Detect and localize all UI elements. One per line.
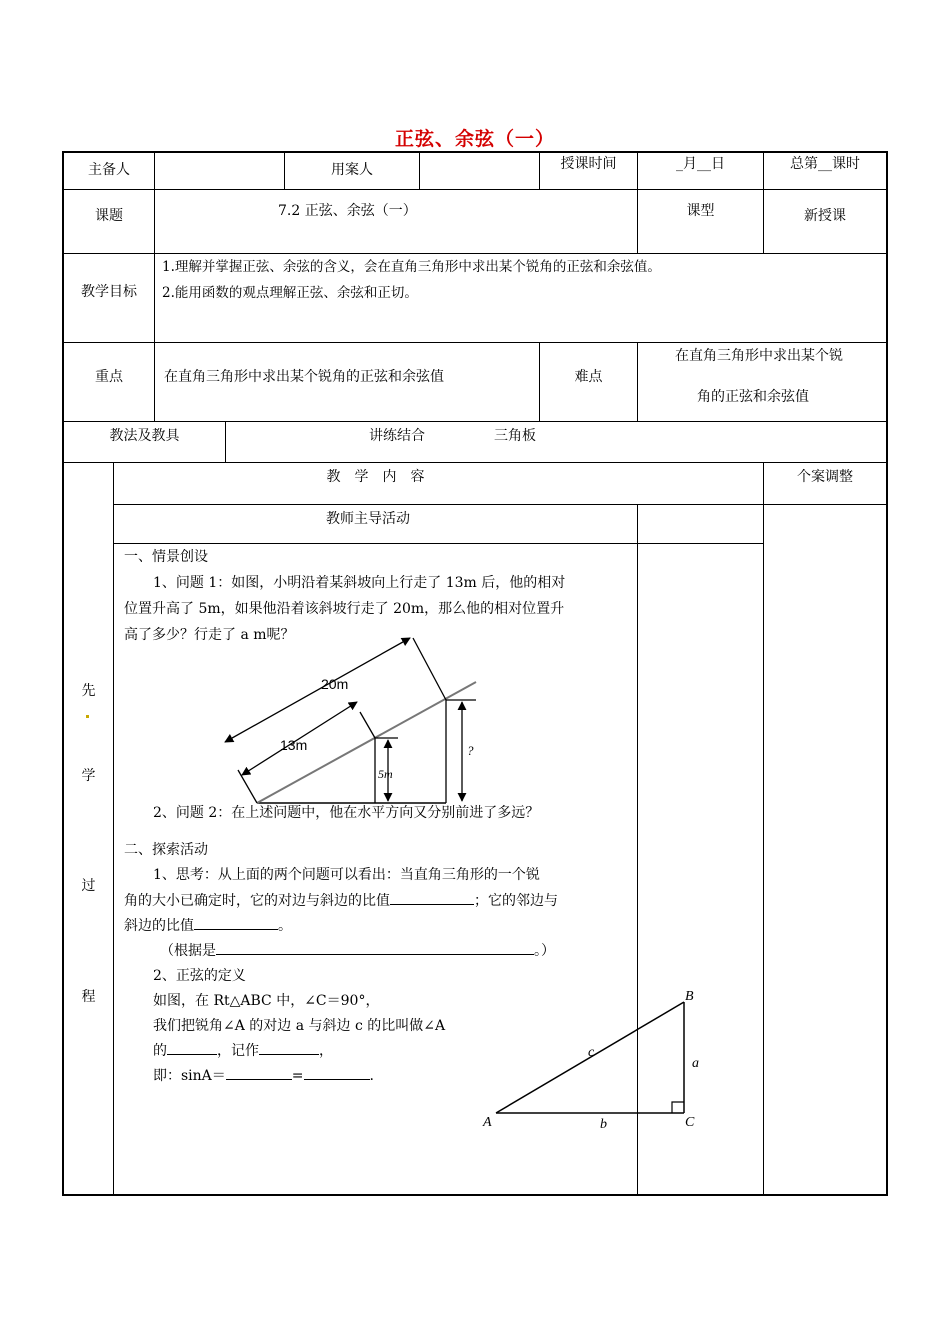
goal-1: 1.理解并掌握正弦、余弦的含义，会在直角三角形中求出某个锐角的正弦和余弦值。 — [162, 259, 661, 275]
vertex-a: A — [483, 1115, 492, 1130]
difficult-point-line2: 角的正弦和余弦值 — [697, 389, 809, 405]
think-line2: 角的大小已确定时，它的对边与斜边的比值 ；它的邻边与 — [124, 888, 558, 914]
side-label-4: 程 — [81, 989, 96, 1005]
question2: 2、问题 2：在上述问题中，他在水平方向又分别前进了多远？ — [153, 805, 540, 821]
sine-line2: 我们把锐角∠A 的对边 a 与斜边 c 的比叫做∠A — [153, 1018, 446, 1034]
blank-ratio-adjacent[interactable] — [194, 915, 278, 930]
label-question-mark: ? — [467, 743, 474, 758]
label-key-point: 重点 — [95, 369, 123, 385]
goal-2: 2.能用函数的观点理解正弦、余弦和正切。 — [162, 285, 418, 301]
sine-line1: 如图，在 Rt△ABC 中，∠C＝90°， — [153, 993, 380, 1009]
label-difficult-point: 难点 — [574, 369, 603, 385]
slope-figure — [210, 630, 490, 810]
teaching-method: 讲练结合 — [369, 428, 425, 444]
label-20m: 20m — [321, 676, 349, 692]
blank-sine-name[interactable] — [167, 1040, 217, 1055]
label-goal: 教学目标 — [81, 284, 137, 300]
sine-definition-title: 2、正弦的定义 — [153, 968, 246, 984]
sine-line3: 的 ，记作 ， — [153, 1038, 333, 1064]
question1-line1: 1、问题 1：如图，小明沿着某斜坡向上行走了 13m 后，他的相对 — [153, 575, 566, 591]
content-header: 教 学 内 容 — [326, 469, 425, 485]
label-method: 教法及教具 — [109, 428, 180, 444]
blank-sine-expr1[interactable] — [226, 1065, 292, 1080]
blank-sine-notation[interactable] — [259, 1040, 319, 1055]
blank-ratio-opposite[interactable] — [390, 890, 474, 905]
question1-line3: 高了多少？行走了 a m呢？ — [124, 627, 295, 643]
think-line1: 1、思考：从上面的两个问题可以看出：当直角三角形的一个锐 — [153, 867, 540, 883]
blank-basis[interactable] — [216, 940, 534, 955]
label-13m: 13m — [280, 737, 308, 753]
section2-title: 二、探索活动 — [124, 842, 208, 858]
side-label-3: 过 — [81, 878, 96, 894]
key-point: 在直角三角形中求出某个锐角的正弦和余弦值 — [164, 369, 444, 385]
side-a-label: a — [692, 1056, 699, 1071]
section1-title: 一、情景创设 — [124, 549, 208, 565]
question1-line2: 位置升高了 5m，如果他沿着该斜坡行走了 20m，那么他的相对位置升 — [124, 601, 565, 617]
teaching-tool: 三角板 — [494, 428, 536, 444]
difficult-point-line1: 在直角三角形中求出某个锐 — [675, 348, 843, 364]
lesson-topic: 7.2 正弦、余弦（一） — [278, 203, 417, 219]
label-lesson-type: 课型 — [686, 203, 715, 219]
side-b-label: b — [600, 1117, 607, 1132]
lesson-type-value: 新授课 — [804, 208, 846, 224]
side-c-label: c — [588, 1045, 595, 1060]
think-line3: 斜边的比值 。 — [124, 913, 292, 939]
label-topic: 课题 — [95, 208, 123, 224]
label-5m: 5m — [378, 767, 393, 781]
lesson-number: 总第__课时 — [790, 156, 860, 172]
adjust-header: 个案调整 — [797, 469, 853, 485]
lesson-date: _月__日 — [676, 156, 725, 172]
vertex-b: B — [685, 989, 694, 1004]
label-time: 授课时间 — [560, 156, 617, 172]
right-triangle-figure — [478, 985, 718, 1135]
teacher-activity-header: 教师主导活动 — [326, 511, 410, 527]
page-title: 正弦、余弦（一） — [394, 128, 555, 150]
sine-line4: 即：sinA＝ = . — [153, 1063, 374, 1089]
side-label-1: 先 — [81, 683, 96, 699]
vertex-c: C — [685, 1115, 695, 1130]
side-label-2: 学 — [81, 768, 96, 784]
blank-sine-expr2[interactable] — [304, 1065, 370, 1080]
right-angle-mark — [672, 1102, 684, 1113]
dot-mark — [86, 715, 89, 718]
label-preparer: 主备人 — [88, 162, 130, 178]
basis-line: （根据是 。） — [160, 938, 555, 964]
label-user: 用案人 — [331, 162, 373, 178]
